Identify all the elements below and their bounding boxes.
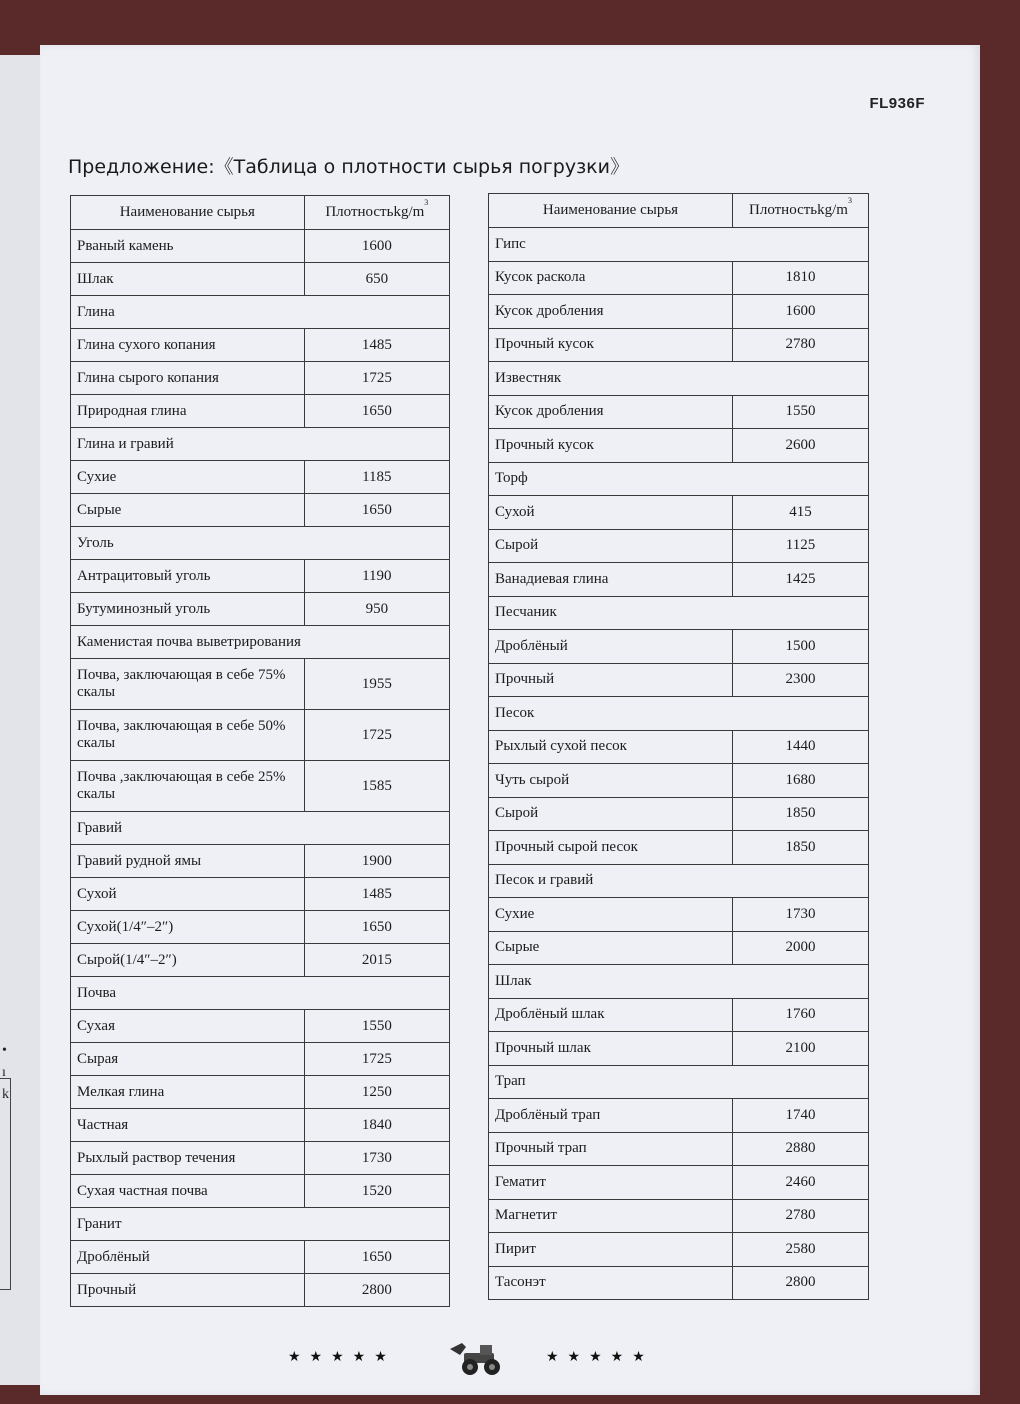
material-name: Кусок раскола: [489, 261, 733, 295]
material-name: Магнетит: [489, 1199, 733, 1233]
column-header-name: Наименование сырья: [71, 196, 305, 230]
density-value: 1810: [732, 261, 868, 295]
material-name: Дроблёный шлак: [489, 998, 733, 1032]
material-name: Рыхлый раствор течения: [71, 1142, 305, 1175]
material-name: Почва: [71, 977, 450, 1010]
density-value: 1190: [304, 560, 449, 593]
material-name: Сырой(1/4″–2″): [71, 944, 305, 977]
table-row: [71, 878, 450, 911]
wheel-loader-icon: [446, 1341, 510, 1377]
table-group-row: [489, 697, 869, 731]
material-name: Кусок дробления: [489, 295, 733, 329]
material-name: Почва, заключающая в себе 75% скалы: [71, 659, 305, 710]
density-value: 1440: [732, 730, 868, 764]
material-name: Дроблёный: [71, 1241, 305, 1274]
material-name: Сырой: [489, 529, 733, 563]
table-group-row: [489, 228, 869, 262]
table-row: [489, 1199, 869, 1233]
document-page: [40, 45, 980, 1395]
material-name: Сухая частная почва: [71, 1175, 305, 1208]
table-row: [489, 898, 869, 932]
density-value: 1485: [304, 329, 449, 362]
table-row: [71, 395, 450, 428]
density-value: 1520: [304, 1175, 449, 1208]
table-header-row: [71, 196, 450, 230]
table-row: [489, 998, 869, 1032]
table-row: [489, 1032, 869, 1066]
table-row: [71, 263, 450, 296]
material-name: Гранит: [71, 1208, 450, 1241]
table-row: [71, 560, 450, 593]
table-row: [489, 328, 869, 362]
density-value: 2880: [732, 1132, 868, 1166]
density-value: 1740: [732, 1099, 868, 1133]
material-name: Кусок дробления: [489, 395, 733, 429]
density-value: 2780: [732, 1199, 868, 1233]
table-row: [71, 944, 450, 977]
material-name: Рыхлый сухой песок: [489, 730, 733, 764]
density-value: 2800: [732, 1266, 868, 1300]
table-row: [489, 496, 869, 530]
material-name: Глина сырого копания: [71, 362, 305, 395]
table-row: [71, 1175, 450, 1208]
material-name: Дроблёный трап: [489, 1099, 733, 1133]
density-value: 1650: [304, 1241, 449, 1274]
table-row: [71, 593, 450, 626]
material-name: Пирит: [489, 1233, 733, 1267]
table-row: [489, 1166, 869, 1200]
material-name: Прочный трап: [489, 1132, 733, 1166]
material-name: Сырые: [71, 494, 305, 527]
density-value: 1550: [304, 1010, 449, 1043]
density-value: 2800: [304, 1274, 449, 1307]
table-group-row: [489, 462, 869, 496]
material-name: Гематит: [489, 1166, 733, 1200]
table-row: [71, 761, 450, 812]
density-value: 1600: [732, 295, 868, 329]
density-value: 2100: [732, 1032, 868, 1066]
table-row: [489, 663, 869, 697]
material-name: Мелкая глина: [71, 1076, 305, 1109]
material-name: Глина: [71, 296, 450, 329]
table-row: [489, 1233, 869, 1267]
material-name: Известняк: [489, 362, 869, 396]
material-name: Уголь: [71, 527, 450, 560]
density-value: 2460: [732, 1166, 868, 1200]
table-group-row: [71, 428, 450, 461]
table-row: [71, 1274, 450, 1307]
material-name: Глина сухого копания: [71, 329, 305, 362]
table-row: [489, 630, 869, 664]
density-value: 1730: [732, 898, 868, 932]
table-group-row: [71, 296, 450, 329]
material-name: Тасонэт: [489, 1266, 733, 1300]
material-name: Сухой: [489, 496, 733, 530]
material-name: Песок и гравий: [489, 864, 869, 898]
material-name: Прочный: [489, 663, 733, 697]
density-value: 2015: [304, 944, 449, 977]
material-name: Дроблёный: [489, 630, 733, 664]
table-row: [71, 1241, 450, 1274]
table-row: [489, 295, 869, 329]
table-row: [71, 1076, 450, 1109]
material-name: Трап: [489, 1065, 869, 1099]
table-row: [489, 831, 869, 865]
material-name: Гравий: [71, 812, 450, 845]
table-row: [489, 563, 869, 597]
density-value: 1425: [732, 563, 868, 597]
density-value: 1900: [304, 845, 449, 878]
table-row: [71, 845, 450, 878]
material-name: Гипс: [489, 228, 869, 262]
column-header-density: Плотностьkg/$m^3$: [304, 196, 449, 230]
table-row: [71, 461, 450, 494]
density-value: 950: [304, 593, 449, 626]
density-value: 1650: [304, 911, 449, 944]
table-row: [71, 710, 450, 761]
material-name: Бутуминозный уголь: [71, 593, 305, 626]
spine-frame: [0, 1078, 11, 1290]
table-row: [71, 362, 450, 395]
density-value: 1850: [732, 831, 868, 865]
column-header-density: Плотностьkg/$m^3$: [732, 194, 868, 228]
density-value: 1725: [304, 710, 449, 761]
density-value: 2600: [732, 429, 868, 463]
table-row: [489, 261, 869, 295]
model-header: FL936F: [869, 95, 925, 112]
table-group-row: [71, 626, 450, 659]
material-name: Глина и гравий: [71, 428, 450, 461]
table-row: [489, 1099, 869, 1133]
material-name: Сухие: [489, 898, 733, 932]
table-row: [489, 931, 869, 965]
material-name: Антрацитовый уголь: [71, 560, 305, 593]
table-row: [489, 1266, 869, 1300]
material-name: Песок: [489, 697, 869, 731]
material-name: Сухая: [71, 1010, 305, 1043]
table-row: [71, 1010, 450, 1043]
material-name: Сырая: [71, 1043, 305, 1076]
table-row: [489, 764, 869, 798]
density-value: 1850: [732, 797, 868, 831]
table-row: [489, 730, 869, 764]
material-name: Частная: [71, 1109, 305, 1142]
table-group-row: [71, 812, 450, 845]
material-name: Почва ,заключающая в себе 25% скалы: [71, 761, 305, 812]
material-name: Рваный камень: [71, 230, 305, 263]
density-value: 1725: [304, 362, 449, 395]
density-value: 415: [732, 496, 868, 530]
density-table-right: [488, 193, 869, 1300]
table-group-row: [71, 1208, 450, 1241]
density-value: 2580: [732, 1233, 868, 1267]
table-row: [71, 1043, 450, 1076]
density-value: 1650: [304, 395, 449, 428]
footer-stars-left: ★★★★★: [288, 1350, 396, 1365]
density-value: 1730: [304, 1142, 449, 1175]
table-group-row: [489, 362, 869, 396]
table-row: [71, 911, 450, 944]
table-row: [489, 1132, 869, 1166]
table-row: [489, 797, 869, 831]
material-name: Прочный: [71, 1274, 305, 1307]
table-row: [71, 1142, 450, 1175]
material-name: Каменистая почва выветрирования: [71, 626, 450, 659]
page-title: Предложение:《Таблица о плотности сырья погрузки》: [68, 156, 629, 178]
material-name: Прочный сырой песок: [489, 831, 733, 865]
material-name: Сухие: [71, 461, 305, 494]
density-value: 1485: [304, 878, 449, 911]
density-value: 1600: [304, 230, 449, 263]
table-group-row: [71, 527, 450, 560]
density-value: 1250: [304, 1076, 449, 1109]
density-value: 1585: [304, 761, 449, 812]
material-name: Сухой: [71, 878, 305, 911]
material-name: Ванадиевая глина: [489, 563, 733, 597]
table-group-row: [489, 1065, 869, 1099]
density-value: 2300: [732, 663, 868, 697]
table-group-row: [489, 596, 869, 630]
density-value: 1725: [304, 1043, 449, 1076]
material-name: Гравий рудной ямы: [71, 845, 305, 878]
density-value: 1550: [732, 395, 868, 429]
material-name: Песчаник: [489, 596, 869, 630]
density-table-left: [70, 195, 450, 1307]
footer-stars-right: ★★★★★: [546, 1350, 654, 1365]
material-name: Шлак: [489, 965, 869, 999]
density-value: 1185: [304, 461, 449, 494]
material-name: Чуть сырой: [489, 764, 733, 798]
density-value: 1500: [732, 630, 868, 664]
table-row: [71, 659, 450, 710]
material-name: Шлак: [71, 263, 305, 296]
table-row: [489, 529, 869, 563]
table-group-row: [71, 977, 450, 1010]
table-row: [489, 429, 869, 463]
density-value: 2000: [732, 931, 868, 965]
column-header-name: Наименование сырья: [489, 194, 733, 228]
page-footer: [40, 1341, 980, 1381]
density-value: 2780: [732, 328, 868, 362]
density-value: 1840: [304, 1109, 449, 1142]
table-header-row: [489, 194, 869, 228]
table-group-row: [489, 965, 869, 999]
table-row: [71, 230, 450, 263]
material-name: Сырой: [489, 797, 733, 831]
material-name: Прочный шлак: [489, 1032, 733, 1066]
material-name: Сухой(1/4″–2″): [71, 911, 305, 944]
table-row: [71, 494, 450, 527]
material-name: Прочный кусок: [489, 328, 733, 362]
table-row: [71, 1109, 450, 1142]
material-name: Природная глина: [71, 395, 305, 428]
material-name: Сырые: [489, 931, 733, 965]
material-name: Почва, заключающая в себе 50% скалы: [71, 710, 305, 761]
table-row: [489, 395, 869, 429]
density-value: 650: [304, 263, 449, 296]
material-name: Прочный кусок: [489, 429, 733, 463]
density-value: 1125: [732, 529, 868, 563]
density-value: 1955: [304, 659, 449, 710]
table-group-row: [489, 864, 869, 898]
material-name: Торф: [489, 462, 869, 496]
density-value: 1760: [732, 998, 868, 1032]
table-row: [71, 329, 450, 362]
spine-marks: • ı k: [2, 1043, 9, 1102]
density-value: 1650: [304, 494, 449, 527]
density-value: 1680: [732, 764, 868, 798]
